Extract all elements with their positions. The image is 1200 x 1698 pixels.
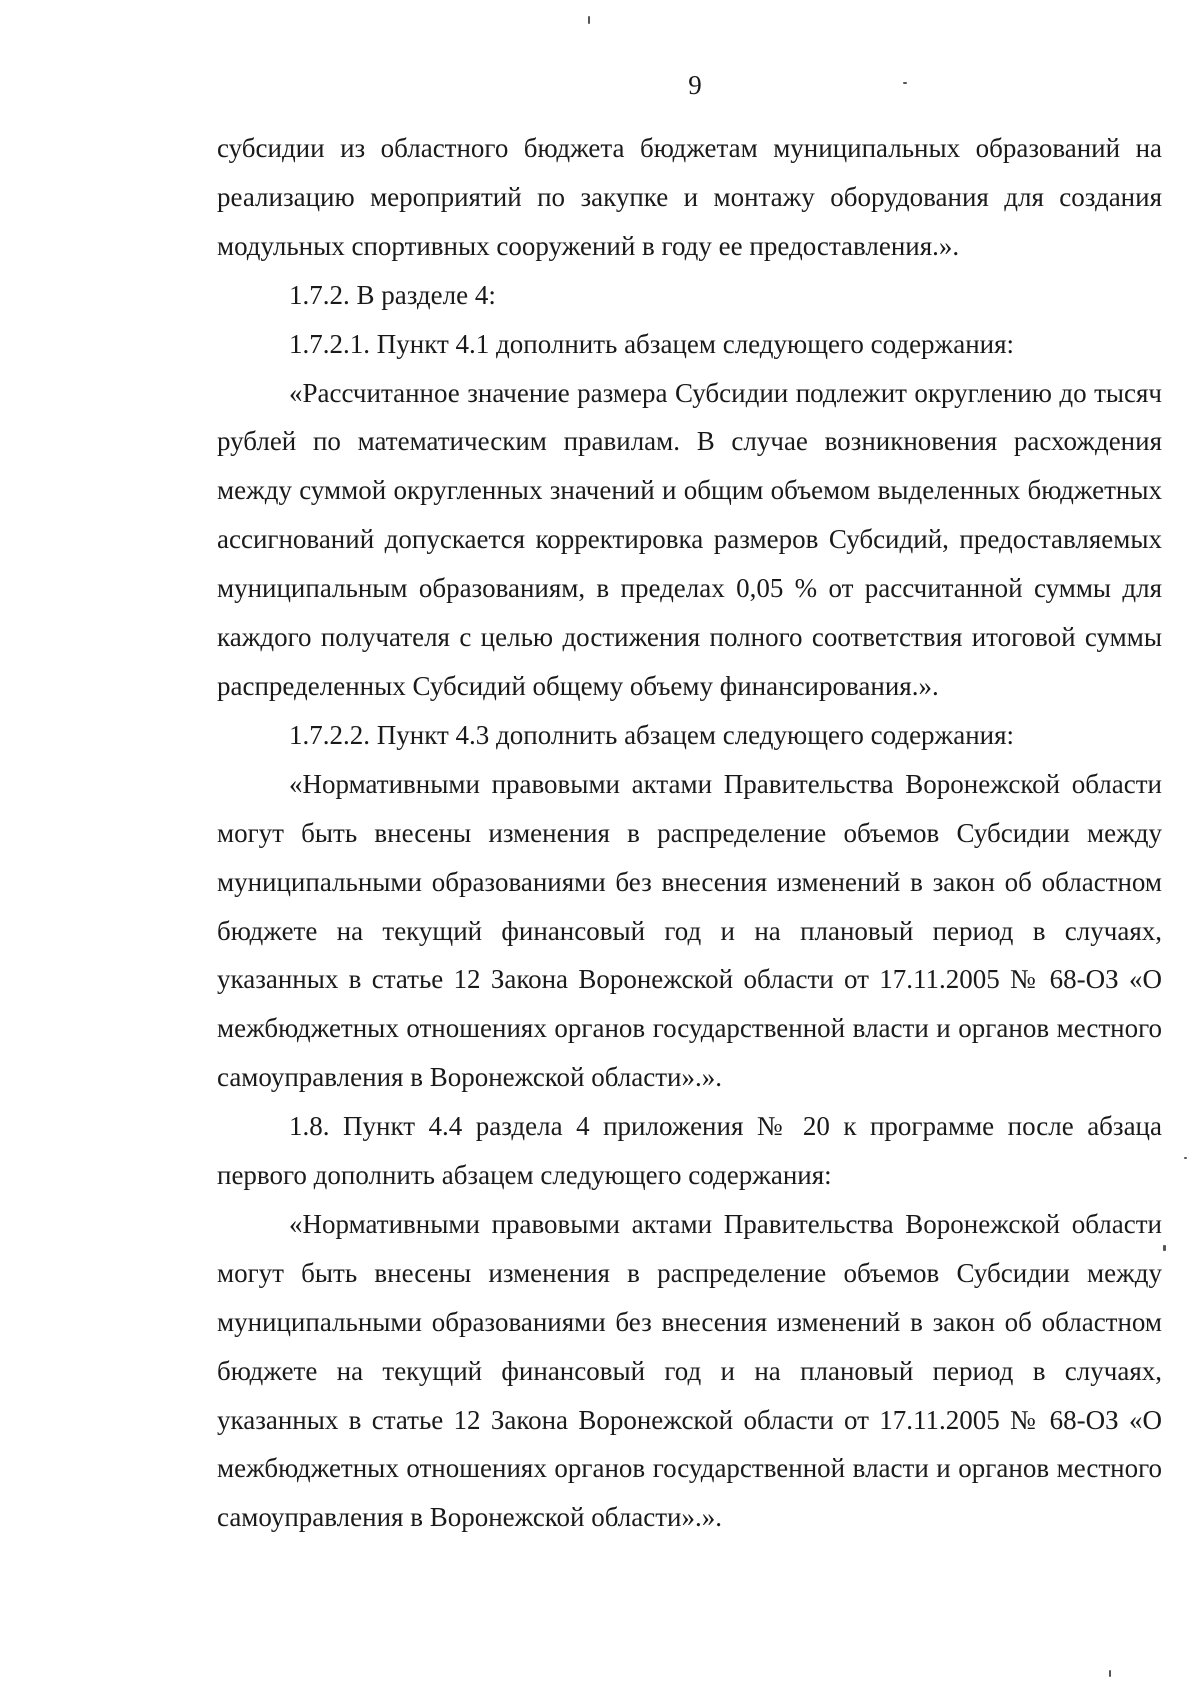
scan-speck [1184,1157,1187,1159]
paragraph-item-1-8: 1.8. Пункт 4.4 раздела 4 приложения № 20 к программе после абзаца первого дополнить абзацем следующего содержания: [217,1111,1162,1191]
paragraph-quote-rounding: «Рассчитанное значение размера Субсидии подлежит округлению до тысяч рублей по математическим правилам. В случае возникновения расхождения между суммой округленных значений и общим объемом выделенных бюджетных ассигнований допускается корректировка размеров Субсидий, предоставляемых муниципальным образованиям, в пределах 0,05 % от рассчитанной суммы для каждого получателя с целью достижения полного соответствия итоговой суммы распределенных Субсидий общему объему финансирования.». [217,377,1162,701]
scan-speck [588,16,590,24]
paragraph-item-1-7-2-1: 1.7.2.1. Пункт 4.1 дополнить абзацем следующего содержания: [289,328,1015,359]
scan-speck [1163,1245,1166,1251]
page-number: 9 [688,70,702,100]
paragraph-quote-normative-2: «Нормативными правовыми актами Правительства Воронежской области могут быть внесены изменения в распределение объемов Субсидии между муниципальными образованиями без внесения изменений в закон об областном бюджете на текущий финансовый год и на плановый период в случаях, указанных в статье 12 Закона Воронежской области от 17.11.2005 № 68-ОЗ «О межбюджетных отношениях органов государственной власти и органов местного самоуправления в Воронежской области».». [217,1208,1162,1533]
document-body [217,124,1162,1542]
paragraph-item-1-7-2: 1.7.2. В разделе 4: [289,279,496,310]
scan-speck [903,82,907,84]
paragraph-item-1-7-2-2: 1.7.2.2. Пункт 4.3 дополнить абзацем следующего содержания: [289,719,1015,750]
scan-speck [1109,1670,1111,1677]
paragraph-quote-normative-1: «Нормативными правовыми актами Правительства Воронежской области могут быть внесены изменения в распределение объемов Субсидии между муниципальными образованиями без внесения изменений в закон об областном бюджете на текущий финансовый год и на плановый период в случаях, указанных в статье 12 Закона Воронежской области от 17.11.2005 № 68-ОЗ «О межбюджетных отношениях органов государственной власти и органов местного самоуправления в Воронежской области».». [217,768,1162,1093]
paragraph-continuation: субсидии из областного бюджета бюджетам муниципальных образований на реализацию мероприятий по закупке и монтажу оборудования для создания модульных спортивных сооружений в году ее предоставления.». [217,133,1162,261]
